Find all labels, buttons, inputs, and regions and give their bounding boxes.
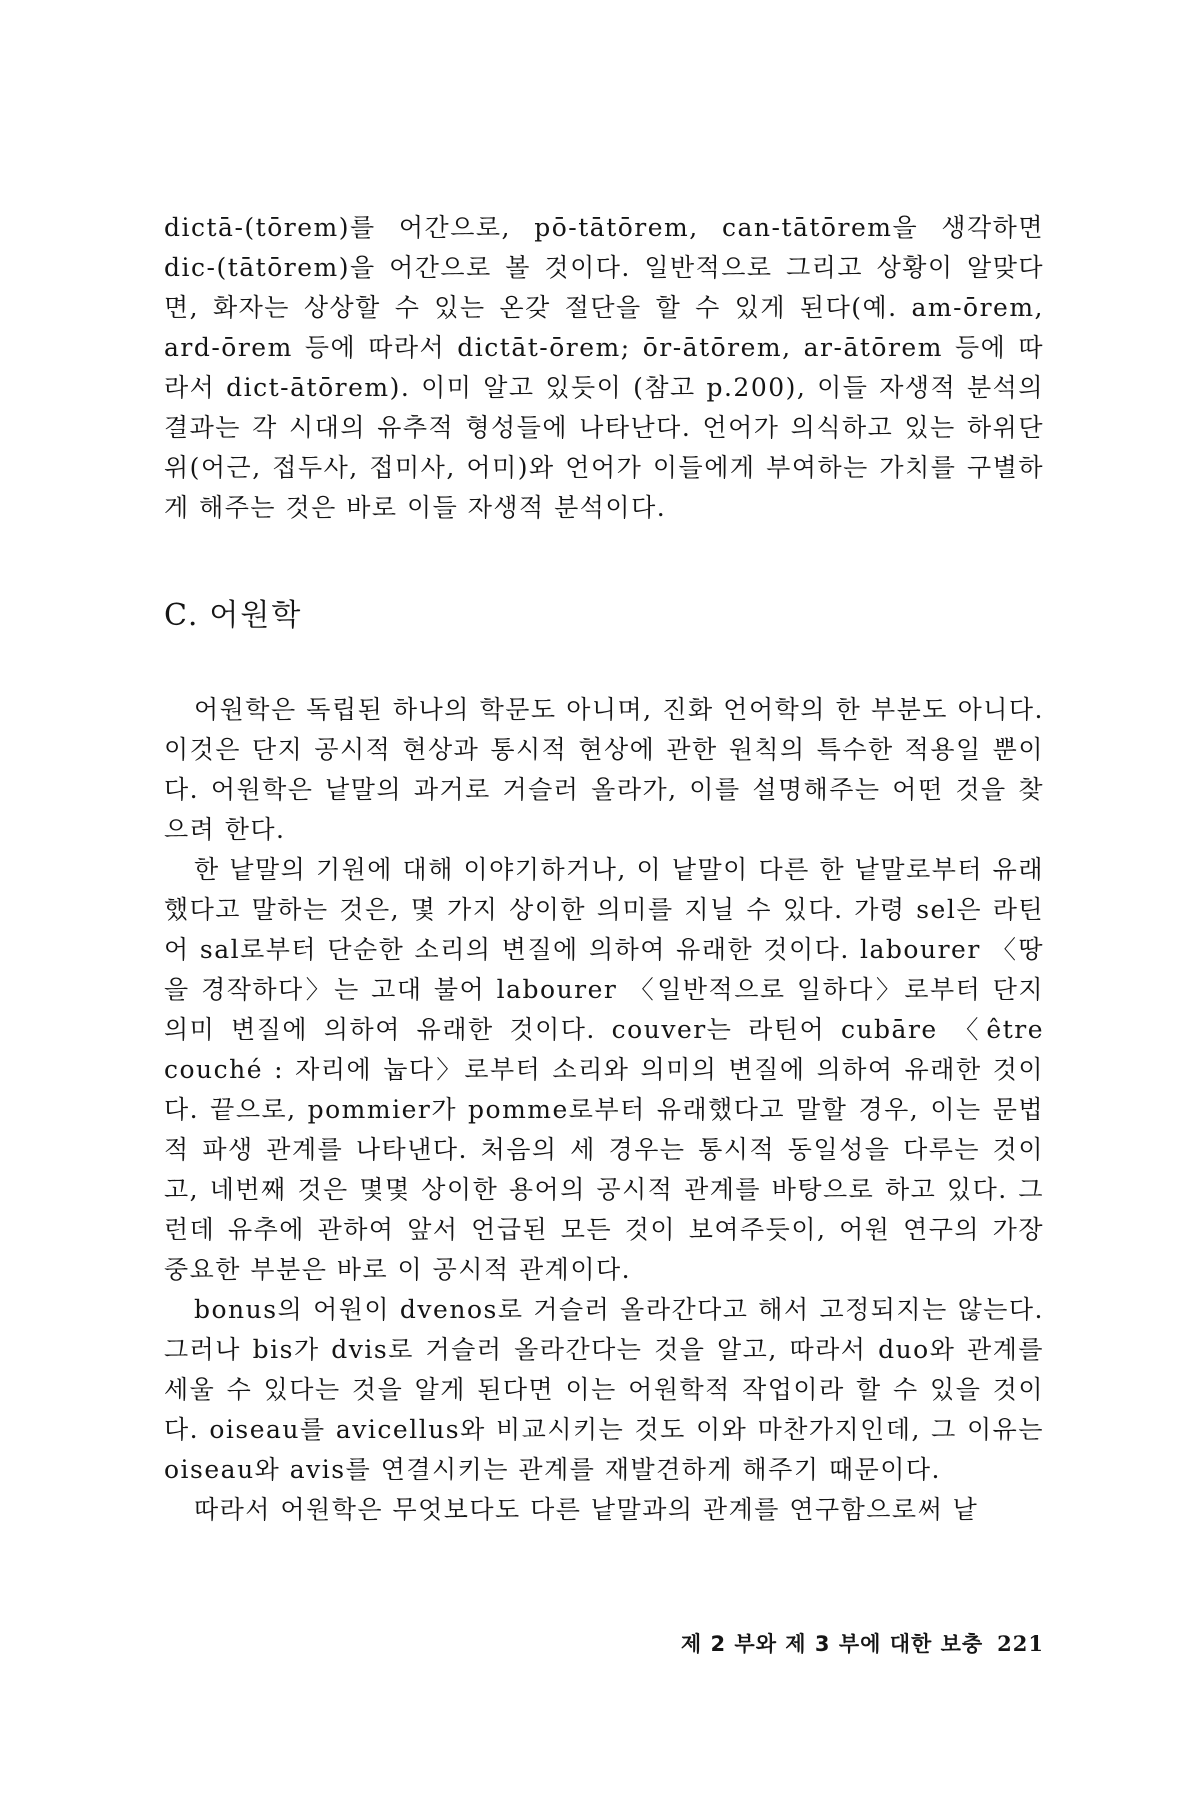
running-head: 제 2 부와 제 3 부에 대한 보충 — [680, 1632, 984, 1656]
intro-paragraph: dictā-(tōrem)를 어간으로, pō-tātōrem, can-tātōrem을 생각하면 dic-(tātōrem)을 어간으로 볼 것이다. 일반적으로 그리고 상황이 알맞다면, 화자는 상상할 수 있는 온갖 절단을 할 수 있게 된다(예. am-ōrem, ard-ōrem 등에 따라서 dictāt-ōrem; ōr-ātōrem, ar-ātōrem 등에 따라서 dict-ātōrem). 이미 알고 있듯이 (참고 p.200), 이들 자생적 분석의 결과는 각 시대의 유추적 형성들에 나타난다. 언어가 의식하고 있는 하위단위(어근, 접두사, 접미사, 어미)와 언어가 이들에게 부여하는 가치를 구별하게 해주는 것은 바로 이들 자생적 분석이다. — [164, 213, 1044, 522]
section-heading — [164, 590, 1044, 634]
section-body — [164, 690, 1044, 1530]
body-paragraph: 따라서 어원학은 무엇보다도 다른 낱말과의 관계를 연구함으로써 낱 — [194, 1495, 979, 1524]
body-paragraph: 어원학은 독립된 하나의 학문도 아니며, 진화 언어학의 한 부분도 아니다. 이것은 단지 공시적 현상과 통시적 현상에 관한 원칙의 특수한 적용일 뿐이다. 어원학은 낱말의 과거로 거슬러 올라가, 이를 설명해주는 어떤 것을 찾으려 한다. — [164, 695, 1044, 844]
body-paragraph: bonus의 어원이 dvenos로 거슬러 올라간다고 해서 고정되지는 않는다. 그러나 bis가 dvis로 거슬러 올라간다는 것을 알고, 따라서 duo와 관계를 세울 수 있다는 것을 알게 된다면 이는 어원학적 작업이라 할 수 있을 것이다. oiseau를 avicellus와 비교시키는 것도 이와 마찬가지인데, 그 이유는 oiseau와 avis를 연결시키는 관계를 재발견하게 해주기 때문이다. — [164, 1295, 1044, 1484]
page-footer — [600, 1628, 1044, 1658]
page-content — [164, 208, 1044, 1530]
section-title: 어원학 — [209, 598, 303, 633]
page-number: 221 — [997, 1631, 1044, 1656]
body-paragraph: 한 낱말의 기원에 대해 이야기하거나, 이 낱말이 다른 한 낱말로부터 유래했다고 말하는 것은, 몇 가지 상이한 의미를 지닐 수 있다. 가령 sel은 라틴어 sal로부터 단순한 소리의 변질에 의하여 유래한 것이다. labourer 〈땅을 경작하다〉는 고대 불어 labourer 〈일반적으로 일하다〉로부터 단지 의미 변질에 의하여 유래한 것이다. couver는 라틴어 cubāre 〈être couché : 자리에 눕다〉로부터 소리와 의미의 변질에 의하여 유래한 것이다. 끝으로, pommier가 pomme로부터 유래했다고 말할 경우, 이는 문법적 파생 관계를 나타낸다. 처음의 세 경우는 통시적 동일성을 다루는 것이고, 네번째 것은 몇몇 상이한 용어의 공시적 관계를 바탕으로 하고 있다. 그런데 유추에 관하여 앞서 언급된 모든 것이 보여주듯이, 어원 연구의 가장 중요한 부분은 바로 이 공시적 관계이다. — [164, 855, 1044, 1284]
section-letter: C. — [164, 598, 200, 633]
